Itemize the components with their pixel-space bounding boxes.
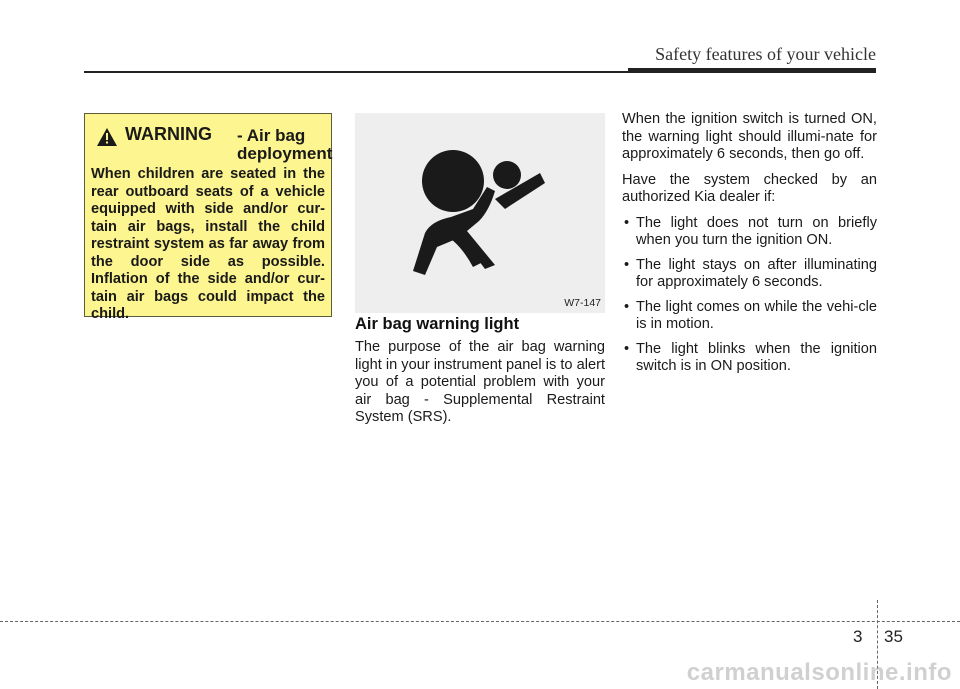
warning-triangle-icon bbox=[97, 128, 117, 146]
section-body: The purpose of the air bag warning light in your instrument panel is to alert you of a potential problem with your air bag - Supplemental Restraint System (SRS). bbox=[355, 339, 605, 425]
right-paragraph-1: When the ignition switch is turned ON, the warning light should illumi-nate for approximately 6 seconds, then go off. bbox=[622, 111, 877, 162]
airbag-warning-icon bbox=[355, 113, 605, 313]
watermark: carmanualsonline.info bbox=[686, 659, 952, 686]
list-item-text: The light does not turn on briefly when you turn the ignition ON. bbox=[636, 214, 877, 248]
list-item bbox=[622, 215, 877, 250]
footer-rule bbox=[0, 621, 960, 622]
warning-label: WARNING bbox=[125, 124, 212, 144]
list-item-text: The light comes on while the vehi-cle is in motion. bbox=[636, 298, 877, 332]
airbag-illustration bbox=[355, 113, 605, 313]
figure-code: W7-147 bbox=[564, 297, 601, 309]
section-title: Air bag warning light bbox=[355, 315, 520, 333]
list-item-text: The light stays on after illuminating for approximately 6 seconds. bbox=[636, 256, 877, 290]
running-header-title: Safety features of your vehicle bbox=[655, 44, 876, 64]
bullet-icon: • bbox=[624, 298, 630, 315]
page-number: 35 bbox=[884, 627, 903, 646]
bullet-icon: • bbox=[624, 256, 630, 273]
warning-body: When children are seated in the rear outboard seats of a vehicle equipped with side and/or cur-tain air bags, install the child restraint system as far away from the door side as possible. Inflation of the side and/or cur-tain air bags could impact the child. bbox=[91, 166, 325, 322]
list-item bbox=[622, 299, 877, 334]
check-conditions-list bbox=[622, 215, 877, 376]
warning-subtitle-line2: deployment bbox=[237, 144, 333, 163]
bullet-icon: • bbox=[624, 214, 630, 231]
warning-subtitle-line1: - Air bag bbox=[237, 126, 306, 145]
header-rule-accent bbox=[628, 68, 876, 73]
bullet-icon: • bbox=[624, 340, 630, 357]
chapter-number: 3 bbox=[853, 627, 863, 646]
list-item bbox=[622, 341, 877, 376]
right-paragraph-2: Have the system checked by an authorized Kia dealer if: bbox=[622, 171, 877, 205]
list-item bbox=[622, 257, 877, 292]
warning-heading bbox=[97, 124, 333, 164]
right-column bbox=[622, 111, 877, 383]
list-item-text: The light blinks when the ignition switch is in ON position. bbox=[636, 340, 877, 374]
warning-box bbox=[84, 113, 333, 322]
